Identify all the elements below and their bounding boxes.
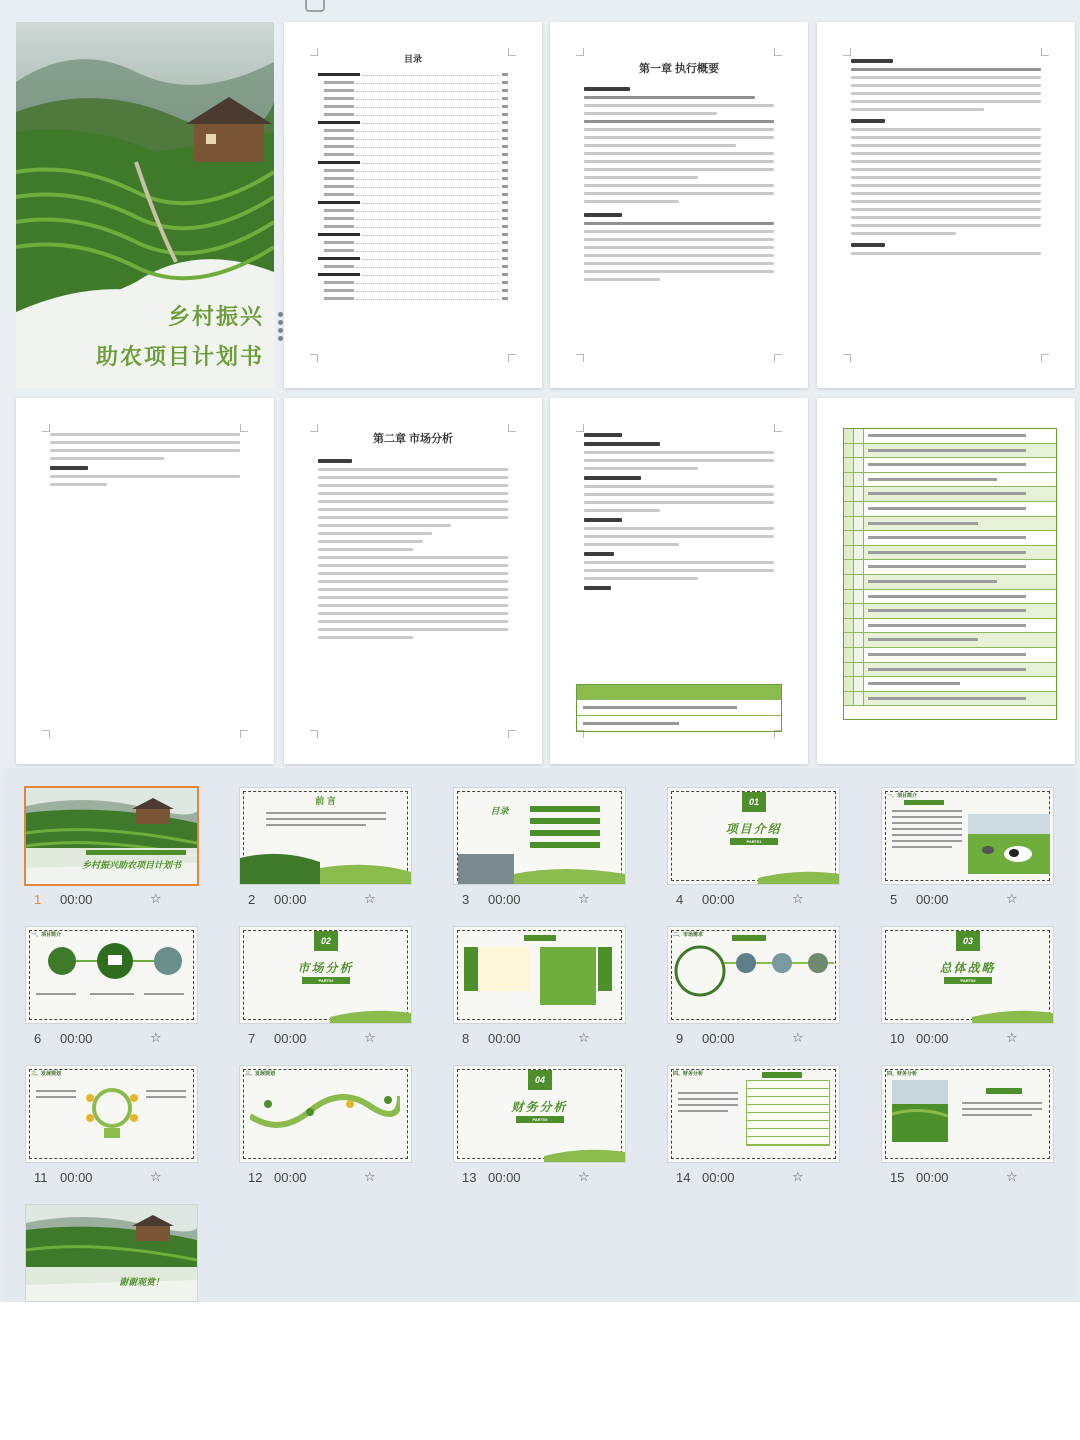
slide-number: 11 <box>34 1170 48 1185</box>
slide-roadmap-curve <box>250 1086 400 1136</box>
section-part-label: PART03 <box>944 977 992 984</box>
slide-number: 5 <box>890 892 898 907</box>
doc-page-4[interactable] <box>817 22 1075 388</box>
slide-timing: 00:00 <box>60 1031 93 1046</box>
chapter2-body-text <box>318 454 508 644</box>
star-outline-icon[interactable]: ☆ <box>1006 1030 1018 1045</box>
slide-meta <box>886 1170 1056 1188</box>
slide-pasture-image <box>968 814 1050 874</box>
section-number-badge: 02 <box>314 931 338 951</box>
slide-preview[interactable] <box>882 1066 1053 1162</box>
slide-preview[interactable] <box>240 788 411 884</box>
slide-timing: 00:00 <box>60 892 93 907</box>
doc-page-7-body-text <box>584 428 774 595</box>
section-part-label: PART02 <box>302 977 350 984</box>
slide-meta <box>30 892 200 910</box>
slide-thumbnail[interactable] <box>240 1066 454 1201</box>
slide-preview[interactable] <box>668 788 839 884</box>
slide-number: 1 <box>34 892 42 907</box>
slide-preview[interactable] <box>454 788 625 884</box>
slide-number: 8 <box>462 1031 470 1046</box>
slide-preview[interactable] <box>882 927 1053 1023</box>
empty-area <box>0 1302 1080 1440</box>
star-outline-icon[interactable]: ☆ <box>150 1169 162 1184</box>
slide-timing: 00:00 <box>488 1170 521 1185</box>
slide-title: 前 言 <box>315 796 336 806</box>
slide-landscape-photo <box>892 1080 948 1142</box>
star-outline-icon[interactable]: ☆ <box>792 1030 804 1045</box>
slide-hill-image <box>240 1007 411 1023</box>
slide-preview[interactable] <box>882 788 1053 884</box>
slide-meta <box>886 1031 1056 1049</box>
slide-title: 总体战略 <box>939 961 996 975</box>
slide-circle-images <box>40 941 190 981</box>
slide-title: 乡村振兴助农项目计划书 <box>81 860 181 870</box>
slide-timing: 00:00 <box>60 1170 93 1185</box>
chapter1-title: 第一章 执行概要 <box>638 63 720 75</box>
slide-number: 14 <box>676 1170 691 1185</box>
strategy-table <box>843 428 1057 720</box>
slide-number: 6 <box>34 1031 42 1046</box>
slide-meta <box>30 1031 200 1049</box>
cover-title-line2: 助农项目计划书 <box>95 344 264 370</box>
star-outline-icon[interactable]: ☆ <box>1006 891 1018 906</box>
star-outline-icon[interactable]: ☆ <box>792 891 804 906</box>
star-outline-icon[interactable]: ☆ <box>578 1030 590 1045</box>
slide-meta <box>672 1170 842 1188</box>
slide-timing: 00:00 <box>274 1170 307 1185</box>
slide-number: 15 <box>890 1170 905 1185</box>
toc-title: 目录 <box>403 54 422 64</box>
toc-entries <box>318 70 508 302</box>
slide-thumbnail[interactable] <box>882 1066 1080 1201</box>
slide-thumbnail[interactable] <box>454 788 668 923</box>
doc-page-7-table <box>576 684 782 732</box>
slide-meta <box>458 1170 628 1188</box>
slide-number: 2 <box>248 892 256 907</box>
star-outline-icon[interactable]: ☆ <box>150 891 162 906</box>
slide-meta <box>886 892 1056 910</box>
slide-title: 目录 <box>490 806 509 816</box>
slide-number: 10 <box>890 1031 905 1046</box>
slide-preview[interactable] <box>454 927 625 1023</box>
doc-page-8-table[interactable] <box>817 398 1075 764</box>
slide-thumbnail[interactable] <box>454 1066 668 1201</box>
chapter2-page[interactable] <box>284 398 542 764</box>
slide-meta <box>244 892 414 910</box>
slide-preview[interactable] <box>26 1066 197 1162</box>
star-outline-icon[interactable]: ☆ <box>364 891 376 906</box>
section-part-label: PART01 <box>730 838 778 845</box>
chapter1-body-text <box>584 82 774 286</box>
section-part-label: PART05 <box>516 1116 564 1123</box>
slide-preview[interactable] <box>26 788 197 884</box>
slide-timing: 00:00 <box>916 1170 949 1185</box>
slide-preview[interactable] <box>668 927 839 1023</box>
slide-number: 12 <box>248 1170 263 1185</box>
slide-meta <box>244 1031 414 1049</box>
star-outline-icon[interactable]: ☆ <box>1006 1169 1018 1184</box>
slide-thumbnail[interactable] <box>26 788 240 923</box>
slide-number: 3 <box>462 892 470 907</box>
slide-title: 二、市场需求 <box>673 932 704 938</box>
slide-building-image <box>454 844 625 884</box>
star-outline-icon[interactable]: ☆ <box>792 1169 804 1184</box>
slide-meta <box>244 1170 414 1188</box>
lightbulb-icon <box>86 1084 138 1148</box>
slide-number: 9 <box>676 1031 684 1046</box>
slide-preview[interactable] <box>454 1066 625 1162</box>
slide-thumbnail[interactable] <box>240 788 454 923</box>
slide-timing: 00:00 <box>702 1170 735 1185</box>
slide-thumbnail[interactable] <box>26 1066 240 1201</box>
slide-title: 财务分析 <box>511 1100 568 1114</box>
slide-thumbnail[interactable] <box>668 788 882 923</box>
star-outline-icon[interactable]: ☆ <box>578 1169 590 1184</box>
slide-meta <box>458 1031 628 1049</box>
slide-circle-images <box>674 945 834 1005</box>
cover-page[interactable] <box>16 22 274 388</box>
cover-title-line1: 乡村振兴 <box>167 304 264 330</box>
star-outline-icon[interactable]: ☆ <box>364 1169 376 1184</box>
slide-title: 四、财务分析 <box>673 1071 704 1077</box>
star-outline-icon[interactable]: ☆ <box>578 891 590 906</box>
doc-page-4-body-text <box>851 54 1041 260</box>
doc-page-5-body-text <box>50 428 240 491</box>
section-number-badge: 01 <box>742 792 766 812</box>
slide-timing: 00:00 <box>274 892 307 907</box>
slide-title: 一、项目简介 <box>31 932 62 938</box>
slide-title: 市场分析 <box>297 961 354 975</box>
slide-thumbnail[interactable] <box>882 788 1080 923</box>
slide-number: 13 <box>462 1170 477 1185</box>
slide-landscape-image <box>240 848 411 884</box>
slide-title: 谢谢观赏！ <box>118 1277 164 1287</box>
doc-page-5[interactable] <box>16 398 274 764</box>
toc-page[interactable] <box>284 22 542 388</box>
slide-timing: 00:00 <box>488 892 521 907</box>
slide-thumbnail[interactable] <box>454 927 668 1062</box>
slide-meta <box>458 892 628 910</box>
slide-preview[interactable] <box>26 927 197 1023</box>
slide-meta <box>30 1170 200 1188</box>
slide-thumbnail[interactable] <box>882 927 1080 1062</box>
cover-landscape-image <box>16 22 274 388</box>
slide-thumbnail[interactable] <box>26 927 240 1062</box>
slide-title: 一、项目简介 <box>887 793 918 799</box>
slide-thumbnail[interactable] <box>668 927 882 1062</box>
slide-preview[interactable] <box>240 927 411 1023</box>
slide-sorter-panel <box>4 768 1078 1302</box>
star-outline-icon[interactable]: ☆ <box>150 1030 162 1045</box>
slide-meta <box>672 892 842 910</box>
slide-number: 4 <box>676 892 684 907</box>
slide-timing: 00:00 <box>274 1031 307 1046</box>
slide-timing: 00:00 <box>916 1031 949 1046</box>
slide-title: 三、发展规划 <box>31 1071 62 1077</box>
drag-handle-icon[interactable] <box>305 0 325 12</box>
slide-timing: 00:00 <box>702 1031 735 1046</box>
slide-thumbnail[interactable] <box>668 1066 882 1201</box>
slide-thumbnail[interactable] <box>240 927 454 1062</box>
slide-hill-image <box>668 868 839 884</box>
slide-timing: 00:00 <box>702 892 735 907</box>
chapter2-title: 第二章 市场分析 <box>372 433 454 445</box>
star-outline-icon[interactable]: ☆ <box>364 1030 376 1045</box>
chapter1-page[interactable] <box>550 22 808 388</box>
slide-title: 项目介绍 <box>725 822 782 836</box>
slide-meta <box>672 1031 842 1049</box>
slide-preview[interactable] <box>26 1205 197 1301</box>
slide-preview[interactable] <box>240 1066 411 1162</box>
slide-hill-image <box>454 1146 625 1162</box>
section-number-badge: 04 <box>528 1070 552 1090</box>
slide-timing: 00:00 <box>488 1031 521 1046</box>
slide-title: 三、发展规划 <box>245 1071 276 1077</box>
slide-title: 四、财务分析 <box>887 1071 918 1077</box>
slide-timing: 00:00 <box>916 892 949 907</box>
section-number-badge: 03 <box>956 931 980 951</box>
slide-hill-image <box>882 1007 1053 1023</box>
slide-preview[interactable] <box>668 1066 839 1162</box>
slide-number: 7 <box>248 1031 256 1046</box>
doc-page-7[interactable] <box>550 398 808 764</box>
